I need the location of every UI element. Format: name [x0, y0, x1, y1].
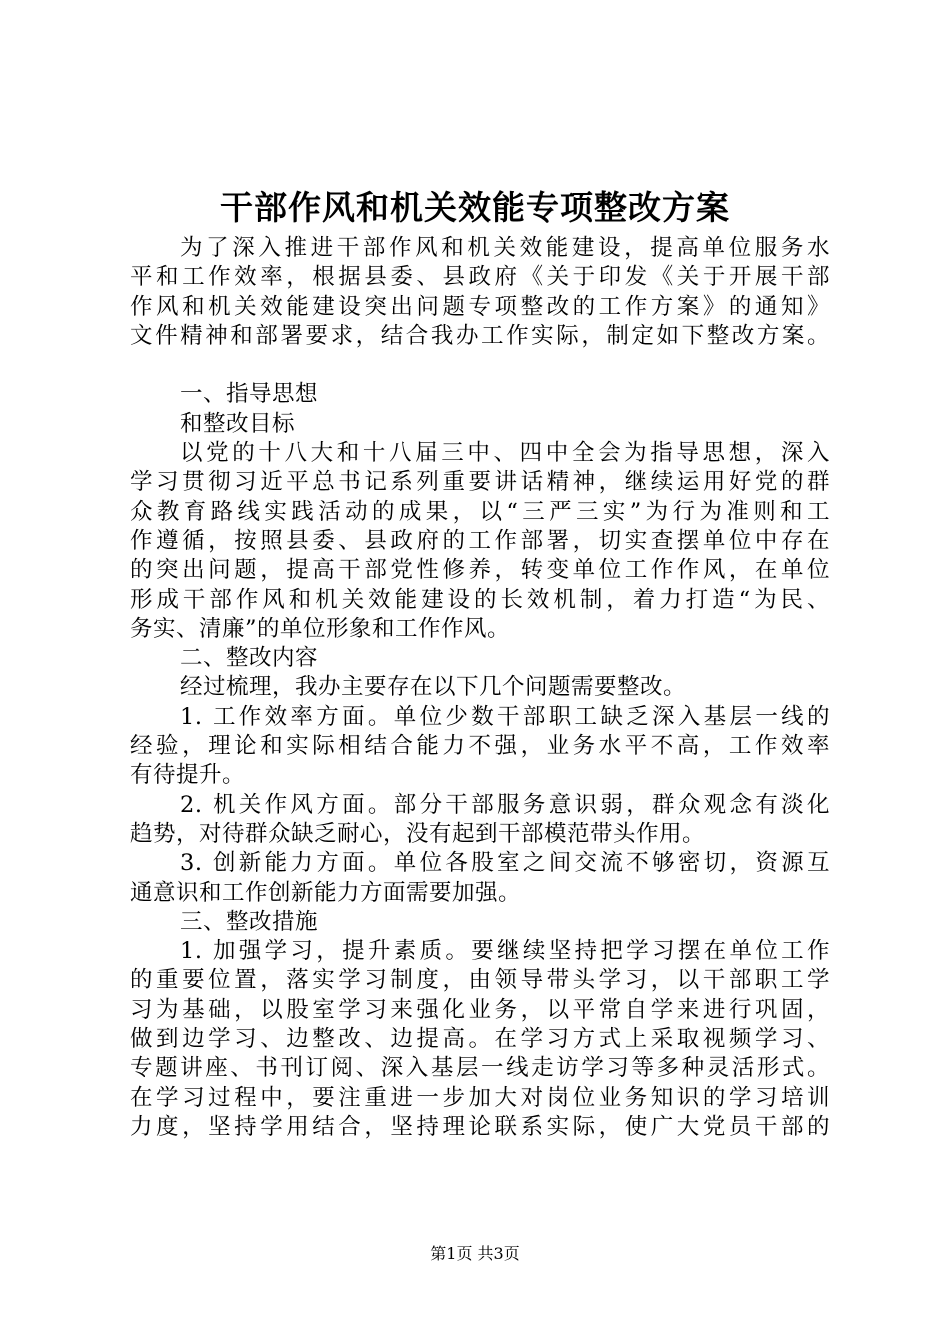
paragraph-line: 专题讲座、书刊订阅、深入基层一线走访学习等多种灵活形式。: [130, 1055, 830, 1082]
paragraph-line: 在学习过程中，要注重进一步加大对岗位业务知识的学习培训: [130, 1084, 830, 1111]
paragraph-line: 文件精神和部署要求，结合我办工作实际，制定如下整改方案。: [130, 322, 830, 349]
section-heading-line: 和整改目标: [180, 410, 296, 437]
paragraph-line: 习为基础，以股室学习来强化业务，以平常自学来进行巩固，: [130, 996, 830, 1023]
paragraph-line: 力度，坚持学用结合，坚持理论联系实际，使广大党员干部的: [130, 1113, 830, 1140]
paragraph-line: 通意识和工作创新能力方面需要加强。: [130, 879, 522, 906]
paragraph-line: 作风和机关效能建设突出问题专项整改的工作方案》的通知》: [130, 293, 830, 320]
document-title: 干部作风和机关效能专项整改方案: [220, 188, 730, 227]
section-heading-line: 一、指导思想: [180, 381, 319, 408]
paragraph-line: 形成干部作风和机关效能建设的长效机制，着力打造“为民、: [130, 586, 830, 613]
section-heading-line: 二、整改内容: [180, 645, 319, 672]
paragraph-line: 的重要位置，落实学习制度，由领导带头学习，以干部职工学: [130, 967, 830, 994]
paragraph-line: 1. 加强学习，提升素质。要继续坚持把学习摆在单位工作: [180, 938, 830, 965]
paragraph-line: 以党的十八大和十八届三中、四中全会为指导思想，深入: [180, 440, 830, 467]
paragraph-line: 的突出问题，提高干部党性修养，转变单位工作作风，在单位: [130, 557, 830, 584]
paragraph-line: 有待提升。: [130, 762, 246, 789]
paragraph-line: 3. 创新能力方面。单位各股室之间交流不够密切，资源互: [180, 850, 830, 877]
document-body: [130, 234, 830, 1142]
paragraph-line: 为了深入推进干部作风和机关效能建设，提高单位服务水: [180, 235, 830, 261]
paragraph-line: 做到边学习、边整改、边提高。在学习方式上采取视频学习、: [130, 1026, 830, 1053]
section-heading-line: 三、整改措施: [180, 908, 319, 935]
paragraph-line: 趋势，对待群众缺乏耐心，没有起到干部模范带头作用。: [130, 820, 706, 847]
paragraph-line: 平和工作效率，根据县委、县政府《关于印发《关于开展干部: [130, 264, 830, 291]
paragraph-line: 学习贯彻习近平总书记系列重要讲话精神，继续运用好党的群: [130, 469, 830, 496]
paragraph-line: 众教育路线实践活动的成果，以“三严三实”为行为准则和工: [130, 498, 830, 525]
paragraph-line: 经验，理论和实际相结合能力不强，业务水平不高，工作效率: [130, 733, 830, 760]
page-footer: 第1页 共3页: [430, 1244, 520, 1263]
paragraph-line: 2. 机关作风方面。部分干部服务意识弱，群众观念有淡化: [180, 791, 830, 818]
blank-line: [130, 351, 830, 380]
section-heading-line: 经过梳理，我办主要存在以下几个问题需要整改。: [180, 674, 687, 701]
paragraph-line: 务实、清廉”的单位形象和工作作风。: [130, 615, 511, 642]
paragraph-line: 1. 工作效率方面。单位少数干部职工缺乏深入基层一线的: [180, 703, 830, 730]
paragraph-line: 作遵循，按照县委、县政府的工作部署，切实查摆单位中存在: [130, 527, 830, 554]
